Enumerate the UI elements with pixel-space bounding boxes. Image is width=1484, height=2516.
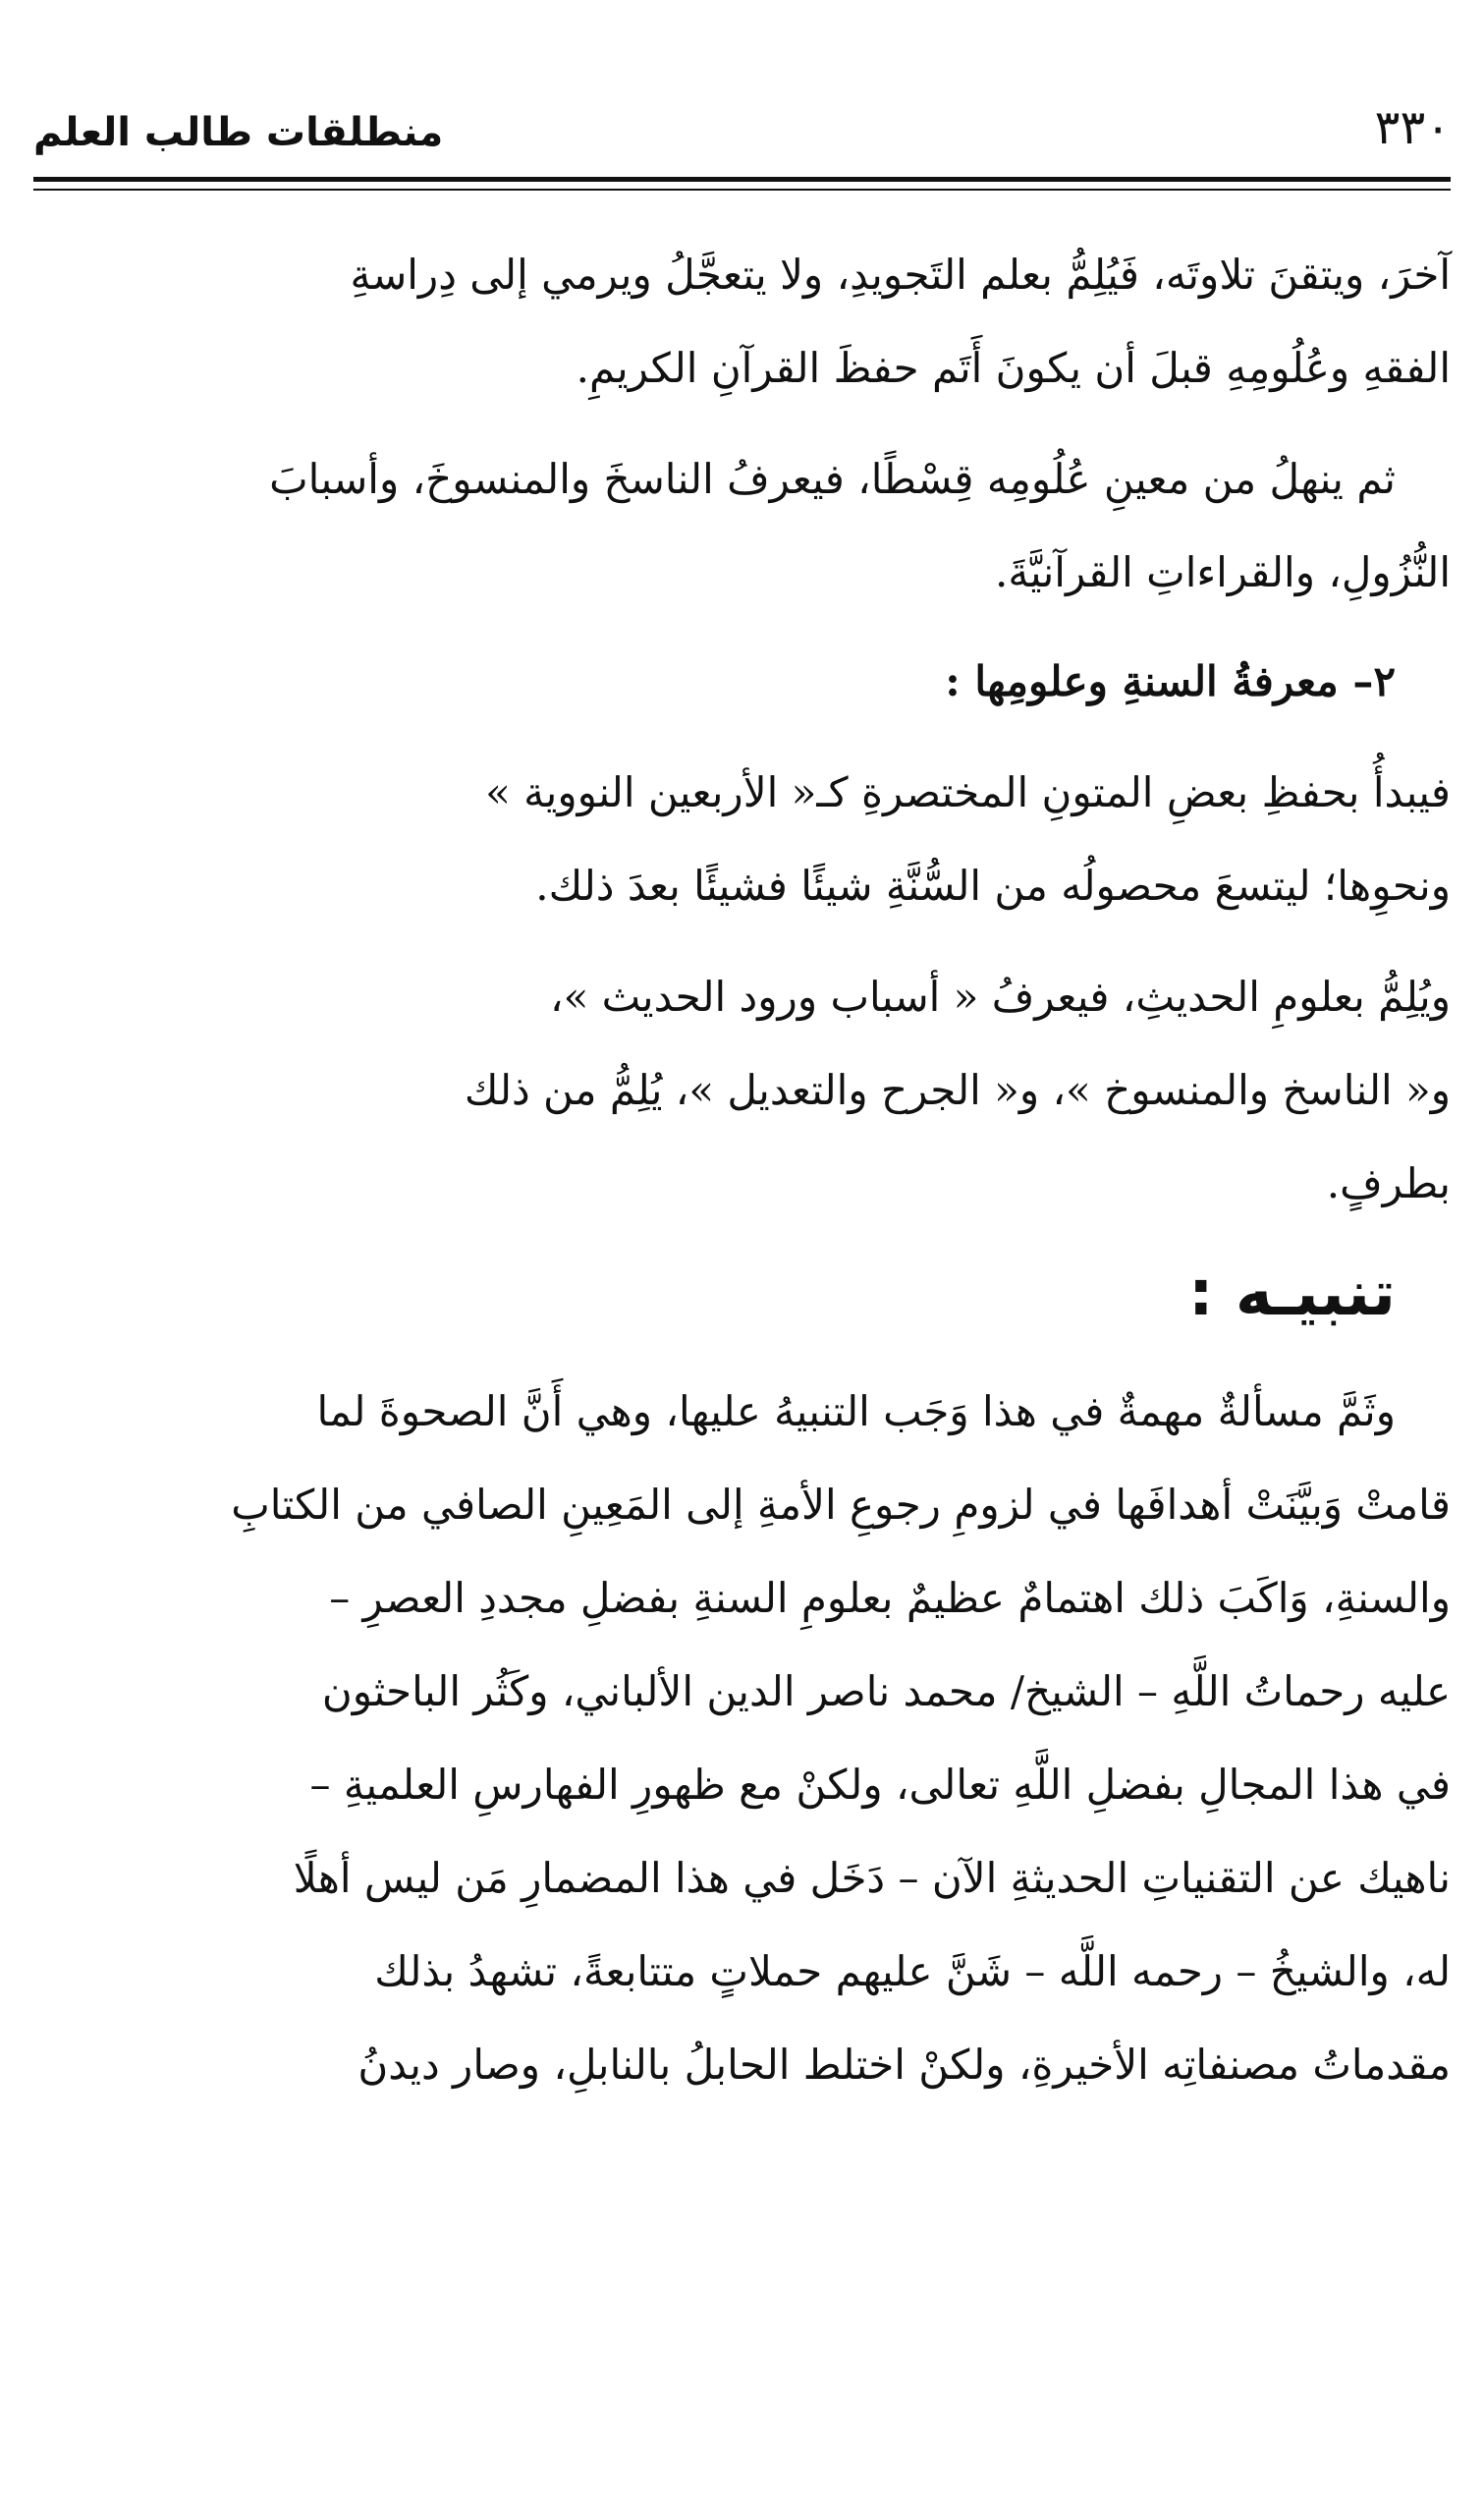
paragraph-line: له، والشيخُ – رحمه اللَّه – شَنَّ عليهم حملاتٍ متتابعةً، تشهدُ بذلك bbox=[374, 1947, 1451, 1995]
notice-heading: تنبيـه : bbox=[1188, 1258, 1396, 1330]
paragraph-line: الفقهِ وعُلُومِهِ قبلَ أن يكونَ أَتَم حفظَ القرآنِ الكريمِ. bbox=[576, 344, 1451, 392]
paragraph-line: آخرَ، ويتقنَ تلاوتَه، فَيُلِمُّ بعلم التَجويدِ، ولا يتعجَّلُ ويرمي إلى دِراسةِ bbox=[350, 251, 1451, 299]
paragraph-line: والسنةِ، وَاكَبَ ذلك اهتمامٌ عظيمٌ بعلومِ السنةِ بفضلِ مجددِ العصرِ – bbox=[329, 1574, 1451, 1622]
paragraph-line: فيبدأُ بحفظِ بعضِ المتونِ المختصرةِ كـ« الأربعين النووية » bbox=[485, 768, 1451, 816]
paragraph-line: في هذا المجالِ بفضلِ اللَّهِ تعالى، ولكنْ مع ظهورِ الفهارسِ العلميةِ – bbox=[309, 1761, 1451, 1809]
paragraph-line: ثم ينهلُ من معينِ عُلُومِه قِسْطًا، فيعرفُ الناسخَ والمنسوخَ، وأسبابَ bbox=[269, 455, 1396, 503]
paragraph-line: قامتْ وَبيَّنَتْ أهدافَها في لزومِ رجوعِ الأمةِ إلى المَعِينِ الصافي من الكتابِ bbox=[231, 1481, 1451, 1529]
section-heading: ٢– معرفةُ السنةِ وعلومِها : bbox=[945, 657, 1396, 705]
paragraph-line: وثَمَّ مسألةٌ مهمةٌ في هذا وَجَب التنبيهُ عليها، وهي أَنَّ الصحوةَ لما bbox=[316, 1387, 1396, 1435]
paragraph-line: عليه رحماتُ اللَّهِ – الشيخ/ محمد ناصر الدين الألباني، وكَثُر الباحثون bbox=[321, 1667, 1451, 1715]
header-rule-thin bbox=[33, 189, 1451, 191]
page-number: ٣٣٠ bbox=[1374, 100, 1451, 155]
page-header bbox=[33, 86, 1451, 155]
paragraph-line: و« الناسخ والمنسوخ »، و« الجرح والتعديل »، يُلِمُّ من ذلك bbox=[464, 1066, 1451, 1114]
paragraph-line: النُّزُولِ، والقراءاتِ القرآنيَّةَ. bbox=[995, 548, 1451, 596]
header-rule-thick bbox=[33, 177, 1451, 182]
page-body bbox=[33, 228, 1451, 2111]
paragraph-line: ناهيك عن التقنياتِ الحديثةِ الآن – دَخَل في هذا المضمارِ مَن ليس أهلًا bbox=[293, 1854, 1451, 1902]
paragraph-line: ونحوِها؛ ليتسعَ محصولُه من السُّنَّةِ شيئًا فشيئًا بعدَ ذلك. bbox=[535, 862, 1451, 910]
paragraph-line: مقدماتُ مصنفاتِه الأخيرةِ، ولكنْ اختلط الحابلُ بالنابلِ، وصار ديدنُ bbox=[357, 2041, 1451, 2089]
paragraph-line: ويُلِمُّ بعلومِ الحديثِ، فيعرفُ « أسباب ورود الحديث »، bbox=[550, 973, 1451, 1021]
paragraph-line: بطرفٍ. bbox=[1326, 1159, 1451, 1207]
running-title: منطلقات طالب العلم bbox=[33, 110, 444, 155]
